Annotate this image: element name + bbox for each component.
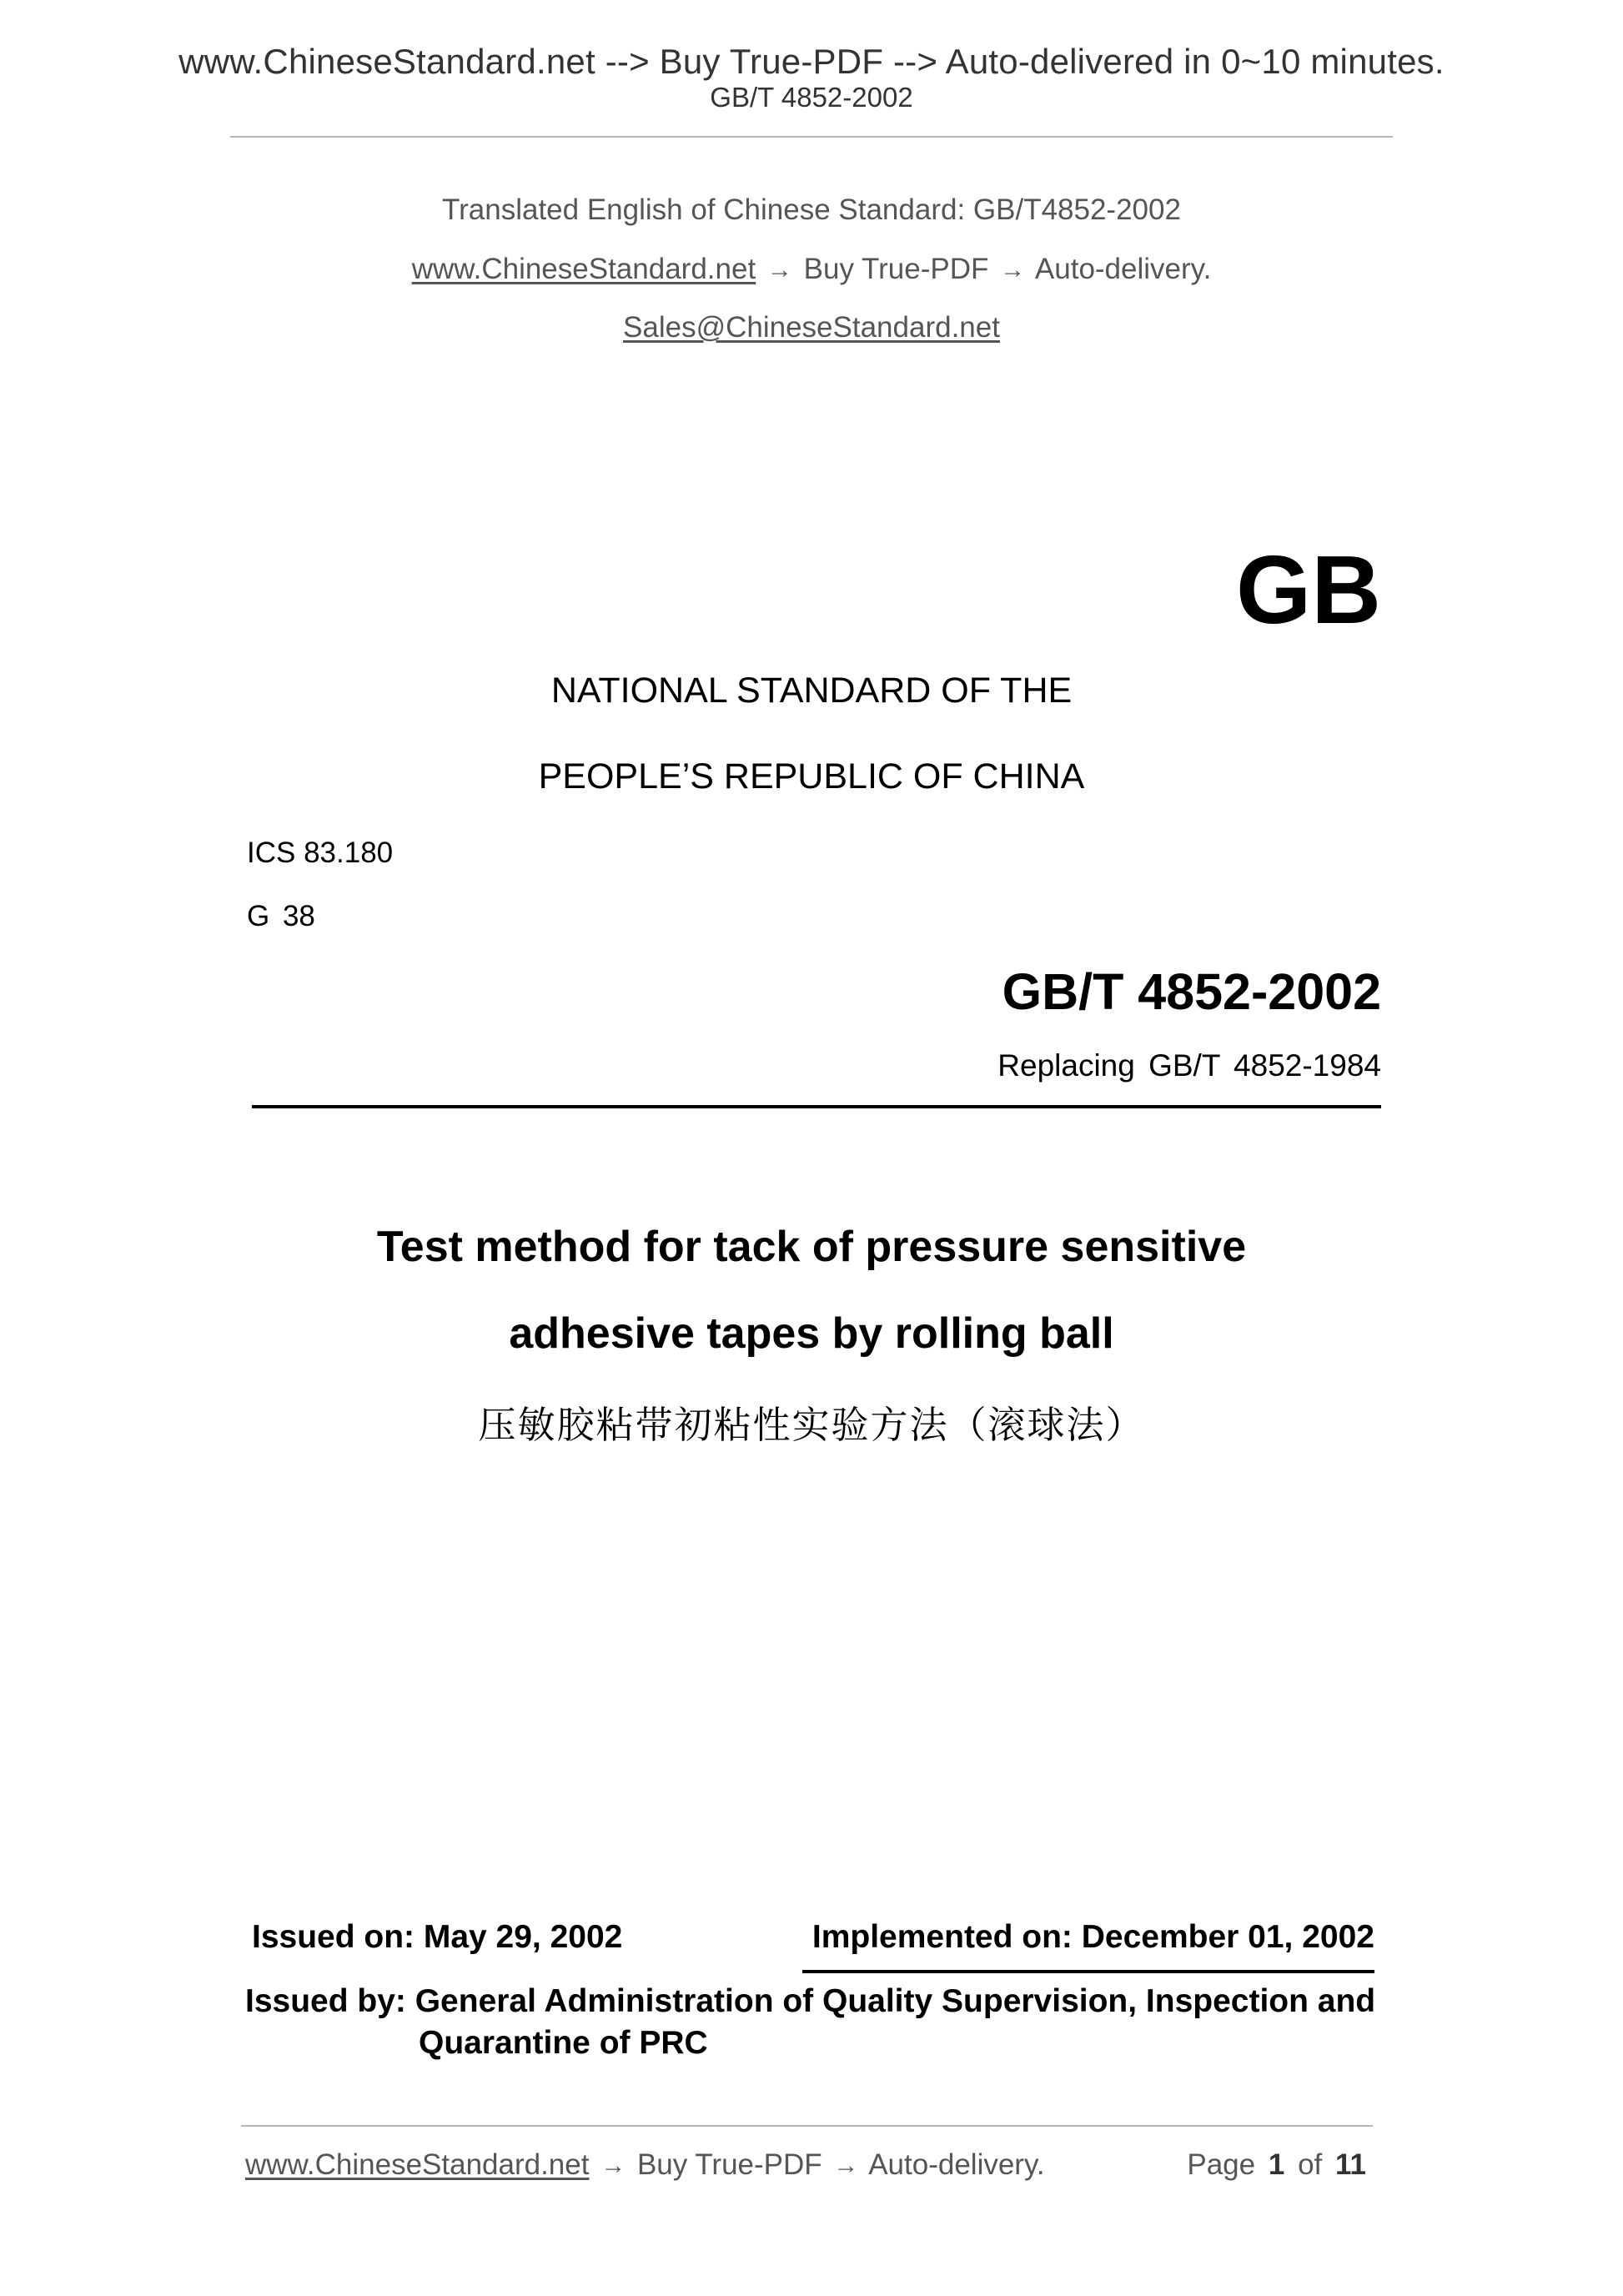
issued-by-line2: Quarantine of PRC xyxy=(419,2025,708,2061)
national-standard-line1: NATIONAL STANDARD OF THE xyxy=(550,671,1073,711)
issue-divider xyxy=(802,1970,1374,1973)
issued-by-line1: Issued by: General Administration of Quality Supervision, Inspection and xyxy=(245,1983,1376,2019)
translated-line: Translated English of Chinese Standard: GB/T4852-2002 xyxy=(442,193,1181,226)
arrow-right-icon: → xyxy=(600,2152,626,2179)
delivery-label: Auto-delivery. xyxy=(1034,253,1212,285)
footer-divider xyxy=(241,2125,1373,2127)
national-standard-line2: PEOPLE’S REPUBLIC OF CHINA xyxy=(538,756,1085,796)
footer-site-link[interactable]: www.ChineseStandard.net xyxy=(245,2148,590,2181)
page-indicator xyxy=(1187,2148,1366,2182)
page-total: 11 xyxy=(1335,2148,1366,2181)
g-code: G 38 xyxy=(247,900,315,932)
header-divider xyxy=(230,136,1393,138)
header-banner: www.ChineseStandard.net --> Buy True-PDF --> Auto-delivered in 0~10 minutes. xyxy=(178,42,1445,81)
header-standard-code: GB/T 4852-2002 xyxy=(710,82,913,113)
title-line2: adhesive tapes by rolling ball xyxy=(509,1309,1114,1358)
page-current: 1 xyxy=(1268,2148,1285,2181)
issued-on: Issued on: May 29, 2002 xyxy=(252,1919,623,1955)
cover-divider xyxy=(252,1105,1381,1108)
title-line1: Test method for tack of pressure sensitive xyxy=(376,1223,1247,1271)
footer-links xyxy=(245,2148,1045,2182)
standard-number: GB/T 4852-2002 xyxy=(1002,963,1381,1020)
footer-buy-label: Buy True-PDF xyxy=(636,2148,822,2181)
ics-code: ICS 83.180 xyxy=(247,837,394,869)
sales-line xyxy=(0,311,1623,344)
arrow-right-icon: → xyxy=(1000,256,1026,284)
title-chinese: 压敏胶粘带初粘性实验方法（滚球法） xyxy=(478,1403,1145,1447)
arrow-right-icon: → xyxy=(766,256,792,284)
page-of: of xyxy=(1298,2148,1323,2181)
replacing-note: Replacing GB/T 4852-1984 xyxy=(997,1048,1381,1083)
arrow-right-icon: → xyxy=(833,2152,859,2179)
sales-email-link[interactable]: Sales@ChineseStandard.net xyxy=(623,311,1000,344)
site-link[interactable]: www.ChineseStandard.net xyxy=(411,253,756,285)
buy-line xyxy=(0,253,1623,286)
implemented-on: Implemented on: December 01, 2002 xyxy=(812,1919,1374,1955)
gb-logo-mark: GB xyxy=(1236,535,1381,644)
footer-delivery-label: Auto-delivery. xyxy=(868,2148,1045,2181)
buy-label: Buy True-PDF xyxy=(803,253,989,285)
page-label: Page xyxy=(1187,2148,1256,2181)
